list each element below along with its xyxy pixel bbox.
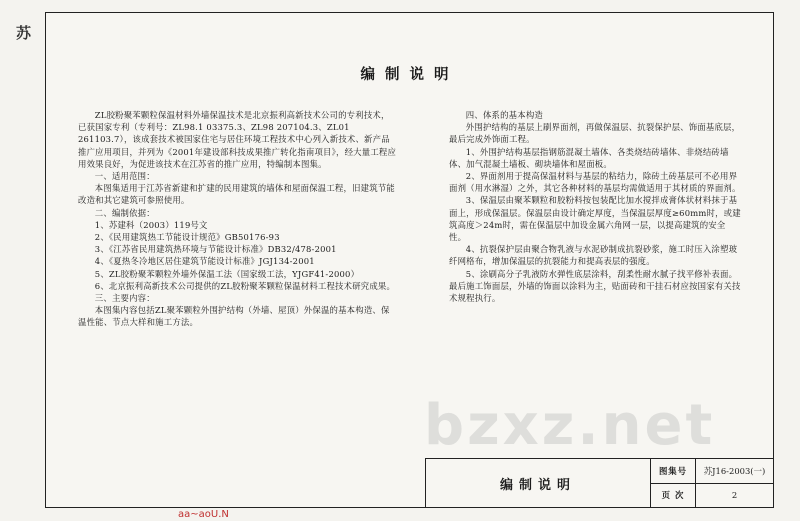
title-block-name: 编制说明 [426, 459, 651, 507]
left-column-paragraph: 4、《夏热冬冷地区居住建筑节能设计标准》JGJ134-2001 [94, 256, 315, 267]
page-title: 编制说明 [360, 66, 459, 83]
title-block [425, 458, 773, 507]
left-column-paragraph: 二、编制依据： [94, 207, 155, 218]
left-column-paragraph: 6、北京振利高新技术公司提供的ZL胶粉聚苯颗粒保温材料工程技术研究成果。 [94, 280, 396, 291]
right-column-paragraph: 3、保温层由聚苯颗粒和胶粉料按包装配比加水搅拌成膏体状材料抹于基面上，形成保温层。保温层由设计确定厚度，当保温层厚度≥60mm时，或建筑高度＞24m时，需在保温层中加设金属六角网一层，以提高建筑的安全性。 [449, 195, 741, 243]
left-column [78, 109, 398, 329]
atlas-number-value: 苏J16-2003(一) [703, 465, 766, 476]
atlas-number-label: 图集号 [651, 459, 696, 483]
left-column-paragraph: 本图集内容包括ZL聚苯颗粒外围护结构（外墙、屋顶）外保温的基本构造、保温性能、节点大样和施工方法。 [78, 305, 390, 328]
below-frame-mark: aa~aoU.N [178, 509, 229, 520]
title-block-meta [651, 459, 773, 507]
left-column-paragraph: 三、主要内容： [94, 293, 155, 304]
atlas-number-row [651, 459, 773, 483]
right-column [449, 109, 741, 304]
left-column-paragraph: ZL胶粉聚苯颗粒保温材料外墙保温技术是北京振利高新技术公司的专利技术，已获国家专利（专利号：ZL98.1 03375.3、ZL98 207104.3、ZL01 261103.7），该成套技术被国家住宅与居住环境工程技术中心列入新技术、新产品推广应用项目，并列为《2001年建设部科技成果推广转化指南项目》，经大量工程应用效果良好，为促进该技术在江苏省的推广应用，特编制本图集。 [78, 110, 397, 169]
page-number-value: 2 [731, 490, 738, 501]
left-column-paragraph: 2、《民用建筑热工节能设计规范》GB50176-93 [94, 232, 280, 243]
right-column-paragraph: 外围护结构的基层上刷界面剂，再做保温层、抗裂保护层、饰面基底层，最后完成外饰面工程。 [449, 122, 741, 145]
side-mark: 苏 [16, 24, 32, 42]
right-column-paragraph: 1、外围护结构基层指钢筋混凝土墙体、各类烧结砖墙体、非烧结砖墙体、加气混凝土墙板、砌块墙体和屋面板。 [449, 146, 729, 169]
left-column-paragraph: 本图集适用于江苏省新建和扩建的民用建筑的墙体和屋面保温工程，旧建筑节能改造和其它建筑可参照使用。 [78, 183, 395, 206]
left-column-paragraph: 5、ZL胶粉聚苯颗粒外墙外保温工法（国家级工法，YJGF41-2000） [94, 268, 360, 279]
right-column-paragraph: 4、抗裂保护层由聚合物乳液与水泥砂制成抗裂砂浆，施工时压入涂塑玻纤网格布，增加保温层的抗裂能力和提高表层的强度。 [449, 244, 738, 267]
left-column-paragraph: 3、《江苏省民用建筑热环境与节能设计标准》DB32/478-2001 [94, 244, 337, 255]
right-column-paragraph: 四、体系的基本构造 [465, 110, 543, 120]
left-column-paragraph: 一、适用范围： [94, 171, 155, 182]
drawing-frame [45, 12, 774, 508]
right-column-paragraph: 2、界面剂用于提高保温材料与基层的粘结力，除砖土砖基层可不必用界面剂（用水淋湿）之外，其它各种材料的基层均需做适用于其材质的界面剂。 [449, 171, 741, 194]
left-column-paragraph: 1、苏建科（2003）119号文 [94, 219, 208, 230]
page-number-row [651, 483, 773, 508]
right-column-paragraph: 5、涂刷高分子乳液防水弹性底层涂料，刮柔性耐水腻子找平修补表面。最后施工饰面层，外墙的饰面以涂料为主，贴面砖和干挂石材应按国家有关技术规程执行。 [449, 268, 741, 304]
watermark-text: bzxz.net [424, 393, 716, 458]
page-number-label: 页 次 [651, 484, 696, 508]
